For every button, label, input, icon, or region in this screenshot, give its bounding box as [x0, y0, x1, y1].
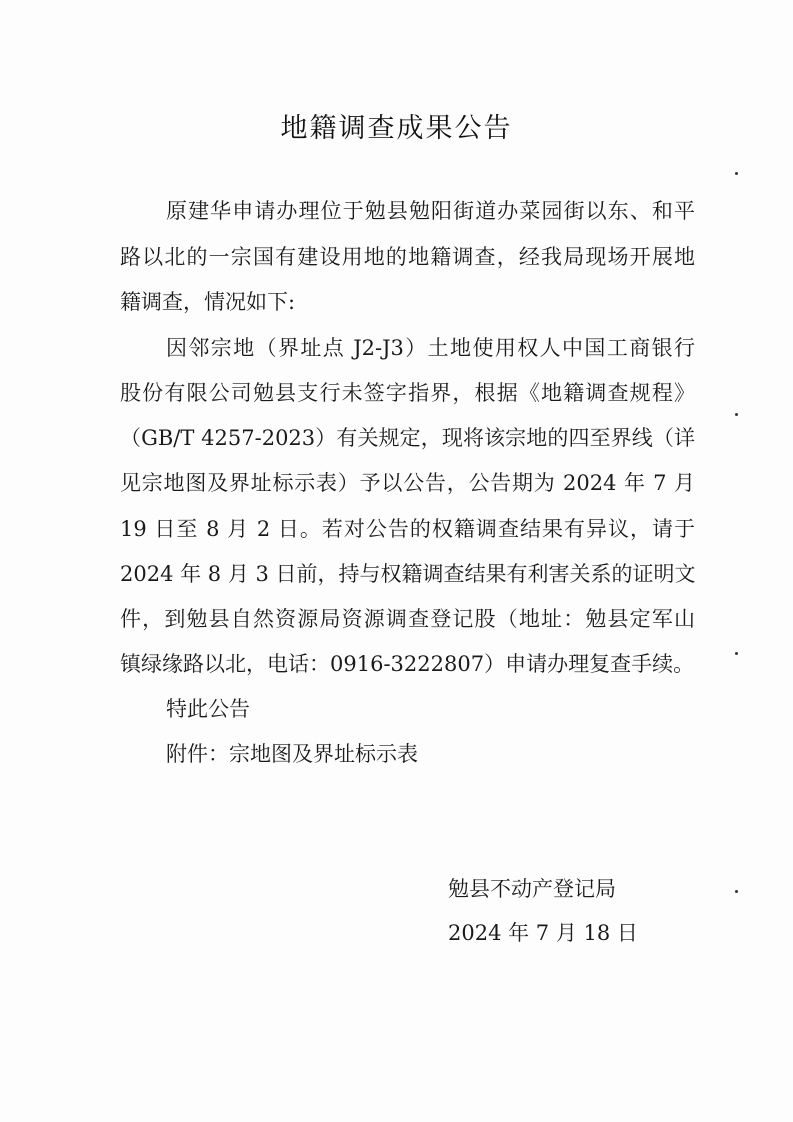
- scan-speck: [735, 652, 738, 655]
- paragraph2-line: 件，到勉县自然资源局资源调查登记股（地址：勉县定军山: [120, 607, 695, 631]
- paragraph2-line: 见宗地图及界址标示表）予以公告，公告期为 2024 年 7 月: [120, 471, 695, 495]
- paragraph1-line: 原建华申请办理位于勉县勉阳街道办菜园街以东、和平: [166, 199, 695, 223]
- issuer-name: 勉县不动产登记局: [448, 877, 616, 901]
- issue-date: 2024 年 7 月 18 日: [448, 921, 638, 945]
- attachment-text: 附件：宗地图及界址标示表: [166, 742, 418, 766]
- paragraph2-line: 因邻宗地（界址点 J2-J3）土地使用权人中国工商银行: [166, 336, 695, 360]
- scan-speck: [735, 172, 738, 175]
- closing-text: 特此公告: [166, 697, 250, 721]
- paragraph1-line: 籍调查，情况如下:: [120, 290, 296, 314]
- scan-speck: [735, 890, 738, 893]
- paragraph2-line: 镇绿缘路以北，电话：0916-3222807）申请办理复查手续。: [120, 652, 695, 676]
- paragraph2-line: 19 日至 8 月 2 日。若对公告的权籍调查结果有异议，请于: [120, 517, 695, 541]
- paragraph1-line: 路以北的一宗国有建设用地的地籍调查，经我局现场开展地: [120, 245, 695, 269]
- paragraph2-line: 股份有限公司勉县支行未签字指界，根据《地籍调查规程》: [120, 381, 695, 405]
- paragraph2-line: （GB/T 4257-2023）有关规定，现将该宗地的四至界线（详: [120, 426, 695, 450]
- scan-speck: [735, 413, 738, 416]
- paragraph2-line: 2024 年 8 月 3 日前，持与权籍调查结果有利害关系的证明文: [120, 562, 696, 586]
- notice-title: 地籍调查成果公告: [280, 113, 513, 144]
